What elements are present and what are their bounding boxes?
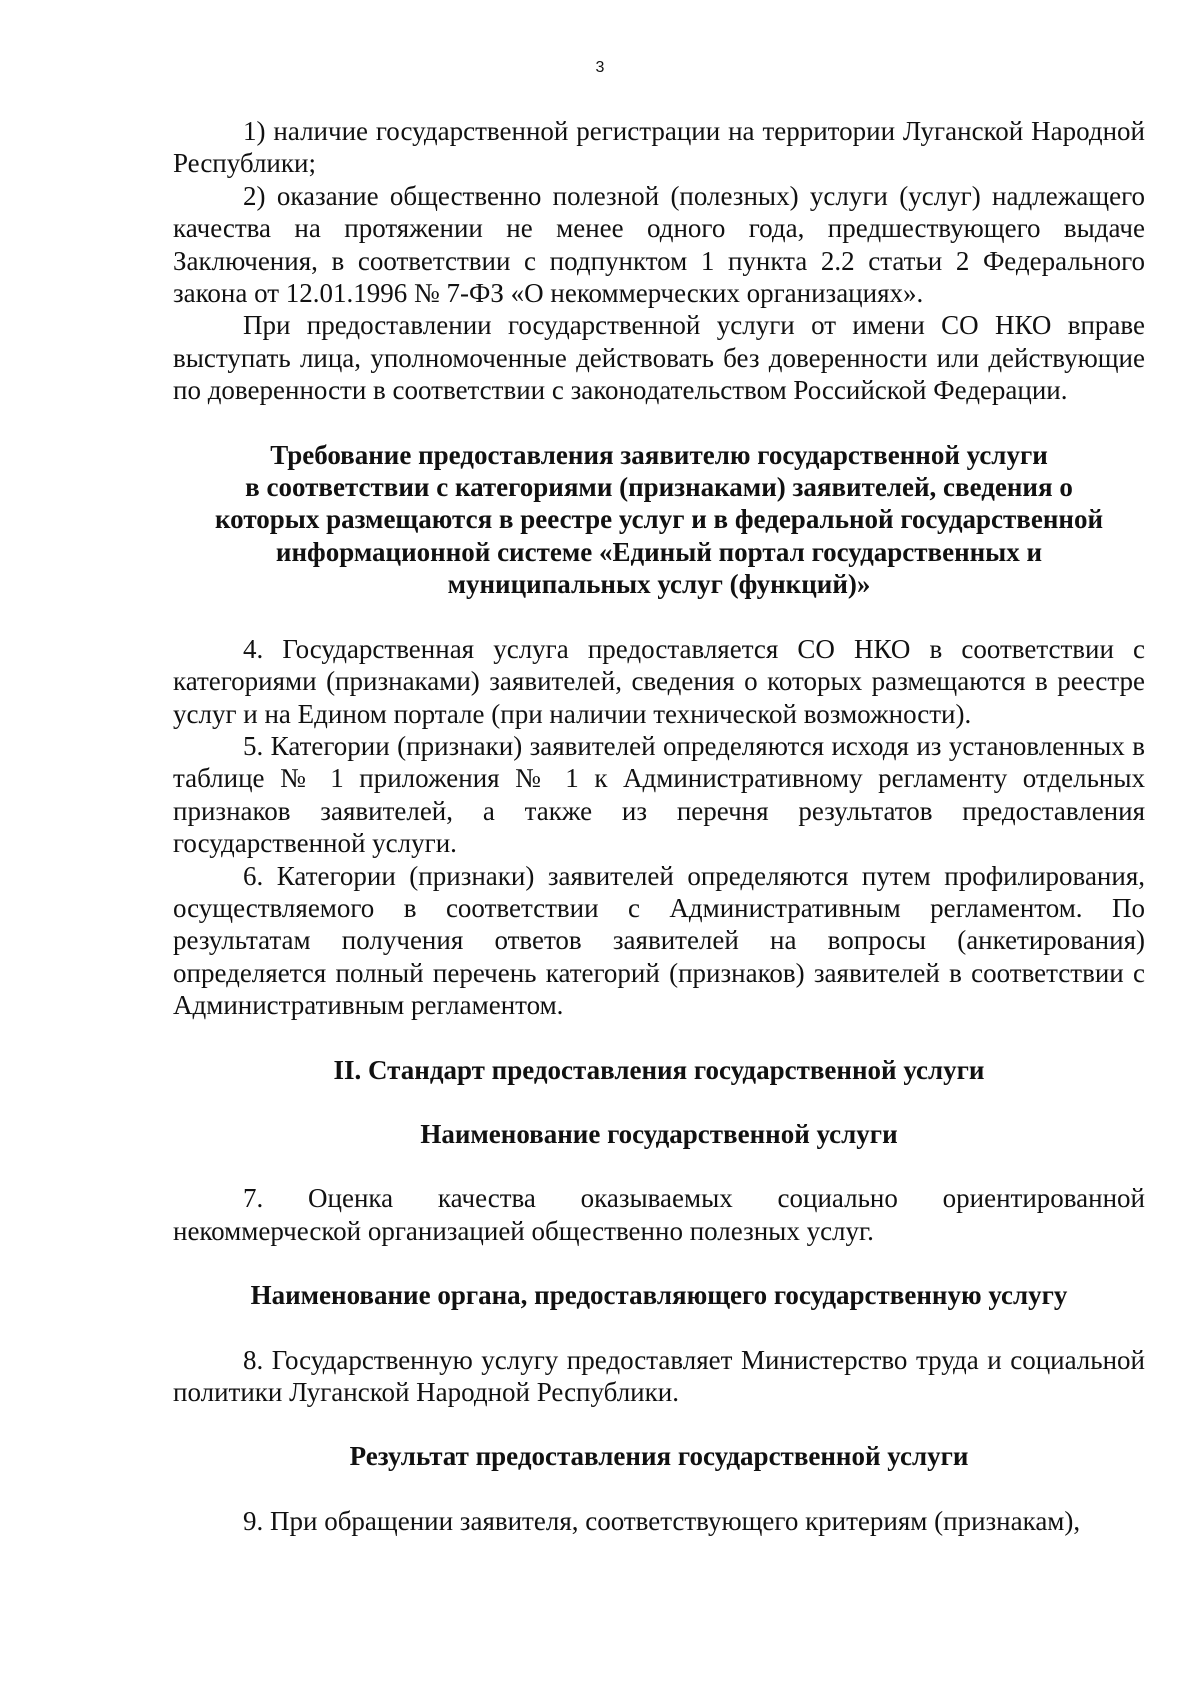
heading-line: в соответствии с категориями (признаками) заявителей, сведения о <box>245 472 1073 503</box>
paragraph-item-2: 2) оказание общественно полезной (полезных) услуги (услуг) надлежащего качества на протяжении не менее одного года, предшествующего выдаче Заключения, в соответствии с подпунктом 1 пункта 2.2 статьи 2 Федерального закона от 12.01.1996 № 7-ФЗ «О некоммерческих организациях». <box>173 180 1145 309</box>
paragraph-representatives: При предоставлении государственной услуги от имени СО НКО вправе выступать лица, уполномоченные действовать без доверенности или действующие по доверенности в соответствии с законодательством Российской Федерации. <box>173 310 1145 406</box>
heading-applicant-requirement <box>173 439 1145 601</box>
heading-result: Результат предоставления государственной услуги <box>349 1441 969 1472</box>
heading-line: муниципальных услуг (функций)» <box>447 569 871 600</box>
heading-line: Требование предоставления заявителю государственной услуги <box>270 439 1048 470</box>
paragraph-7: 7. Оценка качества оказываемых социально ориентированной некоммерческой организацией общественно полезных услуг. <box>173 1183 1145 1246</box>
paragraph-6: 6. Категории (признаки) заявителей определяются путем профилирования, осуществляемого в соответствии с Административным регламентом. По результатам получения ответов заявителей на вопросы (анкетирования) определяется полный перечень категорий (признаков) заявителей в соответствии с Административным регламентом. <box>173 860 1145 1021</box>
heading-line: информационной системе «Единый портал государственных и <box>275 536 1043 567</box>
paragraph-8: 8. Государственную услугу предоставляет Министерство труда и социальной политики Луганской Народной Республики. <box>173 1344 1145 1407</box>
paragraph-4: 4. Государственная услуга предоставляется СО НКО в соответствии с категориями (признаками) заявителей, сведения о которых размещаются в реестре услуг и на Едином портале (при наличии технической возможности). <box>173 633 1145 729</box>
page-number: 3 <box>595 59 605 76</box>
heading-authority: Наименование органа, предоставляющего государственную услугу <box>250 1280 1068 1311</box>
paragraph-9: 9. При обращении заявителя, соответствующего критериям (признакам), <box>243 1505 1081 1536</box>
heading-service-name: Наименование государственной услуги <box>420 1118 898 1149</box>
paragraph-item-1: 1) наличие государственной регистрации на территории Луганской Народной Республики; <box>173 116 1145 179</box>
document-body <box>173 115 1145 1537</box>
heading-section-2: II. Стандарт предоставления государственной услуги <box>333 1054 985 1085</box>
heading-line: которых размещаются в реестре услуг и в федеральной государственной <box>214 504 1104 535</box>
paragraph-5: 5. Категории (признаки) заявителей определяются исходя из установленных в таблице № 1 приложения № 1 к Административному регламенту отдельных признаков заявителей, а также из перечня результатов предоставления государственной услуги. <box>173 730 1145 859</box>
